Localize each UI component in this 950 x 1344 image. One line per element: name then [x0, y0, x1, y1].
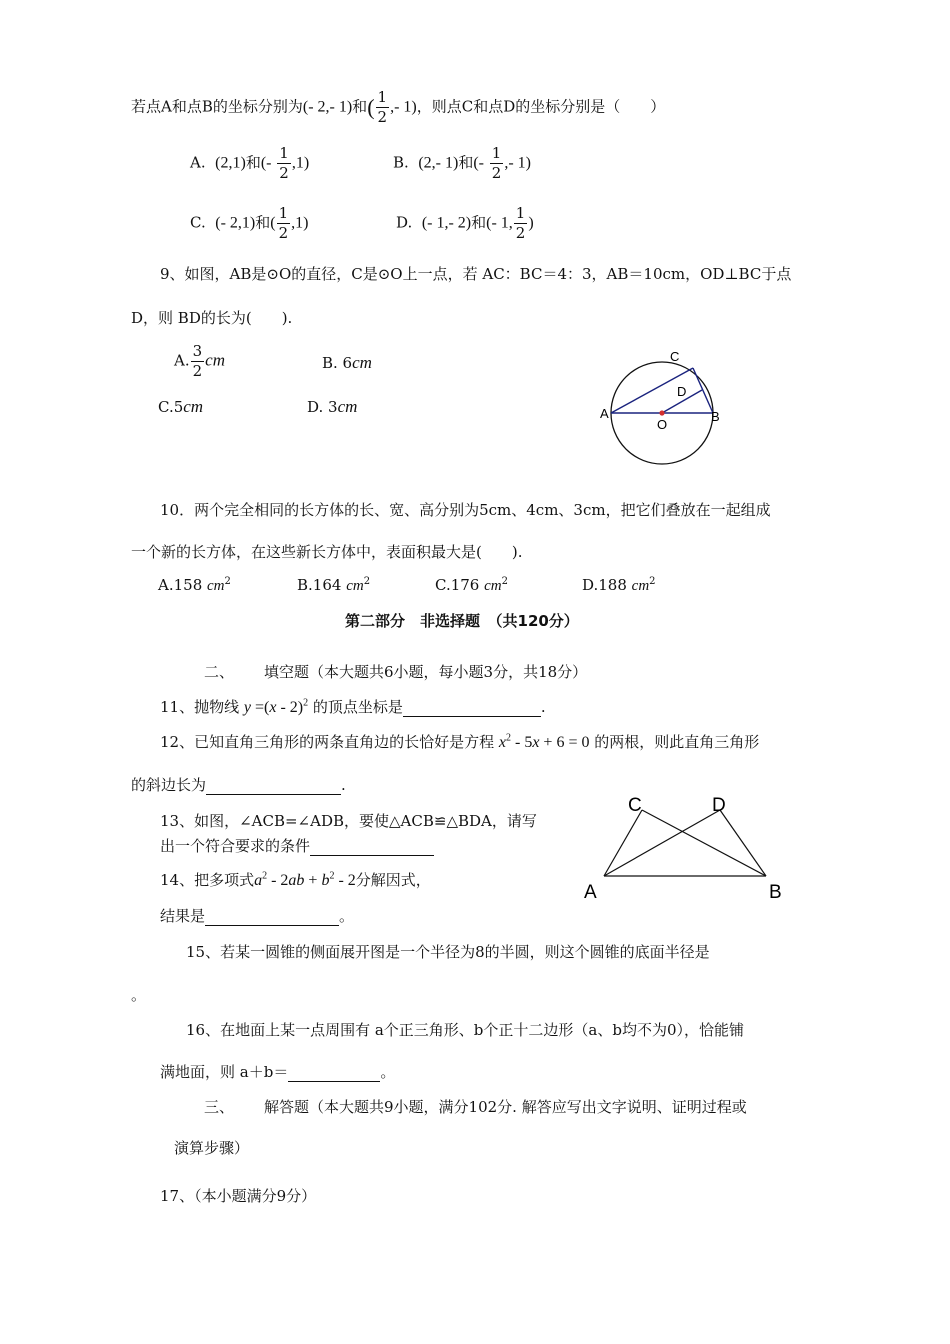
option-fraction	[490, 146, 504, 181]
frac-den: 2	[491, 164, 502, 182]
q16-end: 。	[380, 1063, 396, 1081]
q8-point-b-rest: ,- 1)	[390, 98, 417, 116]
option-point: (2,1)	[215, 154, 246, 172]
q13-line2	[160, 835, 434, 856]
unit-exp: 2	[224, 576, 231, 587]
option-and: 和	[458, 153, 474, 172]
q14-pre: 14、把多项式	[160, 871, 255, 889]
option-and: 和	[255, 213, 271, 232]
option-label: C.5	[158, 398, 184, 416]
label-b: B	[711, 409, 720, 424]
option-fraction	[191, 344, 205, 379]
section2-text: 填空题（本大题共6小题，每小题3分，共18分）	[264, 663, 588, 681]
section2-label: 二、	[204, 663, 235, 681]
option-point: (- 1,- 2)	[421, 214, 472, 232]
option-label: D. 3	[307, 398, 338, 416]
q10-option-a	[158, 576, 231, 595]
q13-line2-text: 出一个符合要求的条件	[160, 837, 311, 855]
option-rest: ,- 1)	[504, 154, 531, 172]
q14-line2-text: 结果是	[160, 907, 206, 925]
q10-option-c	[435, 576, 508, 595]
label-d: D	[677, 384, 687, 399]
q12-line2-text: 的斜边长为	[131, 776, 207, 794]
unit: cm	[346, 578, 364, 594]
unit-exp: 2	[363, 576, 371, 587]
option-paren: (- 1,	[486, 214, 513, 232]
frac-num: 3	[192, 342, 203, 360]
section3-label: 三、	[204, 1098, 235, 1116]
q16-answer-blank[interactable]	[288, 1067, 380, 1082]
q12-equation: $x^2 - 5x + 6 = 0$	[498, 732, 590, 751]
option-fraction	[277, 206, 291, 241]
unit: cm	[205, 350, 225, 370]
q12-post: 的两根，则此直角三角形	[594, 733, 760, 751]
q10-option-d	[582, 576, 656, 595]
option-text: A.158	[158, 576, 203, 594]
q9-option-b	[322, 353, 372, 373]
q14-line2	[160, 905, 354, 926]
q12-line2	[131, 774, 346, 795]
q8-option-a	[190, 146, 309, 181]
q11	[160, 696, 546, 717]
unit-exp: 2	[649, 576, 656, 587]
unit: cm	[631, 578, 650, 594]
label-d: D	[712, 795, 726, 816]
option-label: A.	[190, 153, 206, 172]
option-fraction	[514, 206, 528, 241]
q12-answer-blank[interactable]	[206, 780, 341, 795]
q11-pre: 11、抛物线	[160, 698, 240, 716]
q11-end: .	[540, 698, 546, 716]
segment-cb	[642, 810, 766, 876]
frac-num: 1	[491, 144, 502, 162]
option-rest: ,1)	[291, 214, 309, 232]
q14-end: 。	[339, 907, 355, 925]
q9-circle-figure	[595, 343, 735, 468]
q8-and: 和	[352, 97, 368, 116]
q12-pre: 12、已知直角三角形的两条直角边的长恰好是方程	[160, 733, 495, 751]
option-fraction	[277, 146, 291, 181]
q12-end: .	[341, 776, 346, 794]
part2-title: 第二部分 非选择题 （共120分）	[345, 612, 579, 630]
option-point: (- 2,1)	[215, 214, 256, 232]
q16-line2	[160, 1061, 395, 1082]
option-paren: (-	[260, 154, 272, 172]
frac-den: 2	[278, 224, 289, 242]
frac-num: 1	[279, 144, 289, 162]
q15-line1: 15、若某一圆锥的侧面展开图是一个半径为8的半圆，则这个圆锥的底面半径是	[186, 943, 710, 961]
q8-paren-open: (	[367, 94, 375, 120]
q11-answer-blank[interactable]	[403, 702, 541, 717]
q13-line1: 13、如图，∠ACB=∠ADB，要使△ACB≌△BDA，请写	[160, 812, 537, 830]
q9-option-a	[174, 344, 225, 379]
q15-line2: 。	[131, 986, 147, 1004]
q12-line1	[160, 731, 759, 752]
q16-line1: 16、在地面上某一点周围有 a个正三角形、b个正十二边形（a、b均不为0），恰能铺	[186, 1021, 744, 1039]
option-label: D.	[396, 213, 413, 232]
option-paren: (	[270, 214, 276, 232]
option-label: A.	[174, 351, 190, 370]
option-text: B.164	[297, 576, 342, 594]
q8-option-c	[190, 206, 308, 241]
q13-triangles-figure	[580, 790, 790, 905]
q11-formula: y =(x - 2)$^2$	[243, 697, 309, 716]
q9-line2: D，则 BD的长为( ).	[131, 309, 293, 327]
unit: cm	[484, 578, 502, 594]
option-paren: (-	[473, 154, 484, 172]
frac-den: 2	[515, 224, 526, 242]
unit: cm	[183, 397, 204, 416]
label-a: A	[584, 882, 597, 903]
unit-exp: 2	[501, 576, 508, 587]
q14-post: 分解因式，	[355, 871, 431, 889]
unit: cm	[352, 353, 372, 372]
q8-stem-post: ，则点C和点D的坐标分别是（ ）	[416, 97, 666, 116]
option-and: 和	[471, 213, 487, 232]
q17-header: 17、（本小题满分9分）	[160, 1187, 317, 1205]
section3-line1: 解答题（本大题共9小题，满分102分. 解答应写出文字说明、证明过程或	[264, 1098, 747, 1116]
unit: cm	[207, 578, 225, 594]
option-and: 和	[245, 153, 261, 172]
q8-stem	[131, 90, 665, 125]
segment-ad	[604, 810, 720, 876]
frac-num: 1	[377, 88, 388, 106]
segment-ac	[604, 810, 642, 876]
q14-answer-blank[interactable]	[205, 911, 339, 926]
unit: cm	[337, 397, 358, 416]
q16-line2-text: 满地面，则 a＋b＝	[160, 1063, 289, 1081]
q11-post: 的顶点坐标是	[312, 698, 403, 716]
q10-line2: 一个新的长方体，在这些新长方体中，表面积最大是( ).	[131, 543, 523, 561]
label-b: B	[769, 882, 782, 903]
option-label: C.	[190, 213, 206, 232]
label-c: C	[628, 795, 642, 816]
frac-num: 1	[278, 204, 289, 222]
q14-line1	[160, 869, 431, 890]
option-label: B. 6	[322, 354, 353, 372]
q14-polynomial: $a^2 - 2ab + b^2 - 2$	[254, 870, 356, 889]
option-rest: )	[528, 214, 534, 232]
option-label: B.	[393, 153, 409, 172]
frac-den: 2	[377, 108, 388, 126]
center-point-o	[659, 410, 664, 415]
option-point: (2,- 1)	[418, 154, 459, 172]
label-a: A	[600, 406, 609, 421]
frac-den: 2	[192, 362, 203, 380]
option-text: C.176	[435, 576, 480, 594]
section3-line2: 演算步骤）	[174, 1139, 250, 1157]
label-c: C	[670, 349, 680, 364]
option-rest: ,1)	[291, 154, 310, 172]
q8-option-d	[396, 206, 534, 241]
chord-bc	[693, 368, 713, 413]
option-text: D.188	[582, 576, 627, 594]
q9-option-c	[158, 397, 203, 417]
frac-den: 2	[279, 164, 289, 182]
q8-point-a: (- 2,- 1)	[302, 98, 353, 116]
q8-option-b	[393, 146, 531, 181]
q9-line1: 9、如图，AB是⊙O的直径，C是⊙O上一点，若 AC：BC＝4：3，AB＝10cm，OD⊥BC于点	[160, 265, 792, 283]
q8-fraction	[376, 90, 390, 125]
label-o: O	[657, 417, 668, 432]
segment-db	[720, 810, 766, 876]
q13-answer-blank[interactable]	[310, 841, 434, 856]
q9-option-d	[307, 397, 357, 417]
q10-option-b	[297, 576, 370, 595]
q10-line1: 10．两个完全相同的长方体的长、宽、高分别为5cm、4cm、3cm，把它们叠放在一起组成	[160, 501, 771, 519]
frac-num: 1	[515, 204, 526, 222]
q8-stem-text: 若点A和点B的坐标分别为	[131, 97, 303, 116]
